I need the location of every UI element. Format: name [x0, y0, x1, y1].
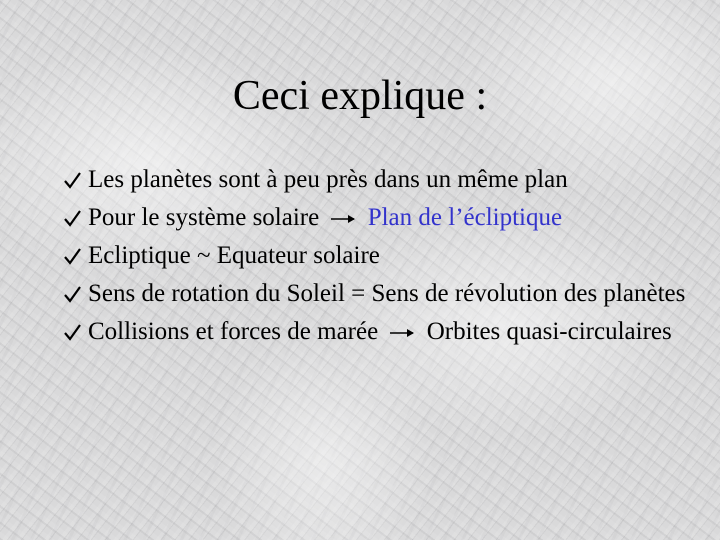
- checkmark-icon: [62, 165, 84, 194]
- checkmark-icon: [62, 241, 84, 270]
- bullet-item: [62, 203, 702, 232]
- checkmark-icon: [62, 279, 84, 308]
- bullet-item: [62, 279, 702, 308]
- bullet-text: Ecliptique ~ Equateur solaire: [88, 242, 380, 269]
- bullet-text: Sens de rotation du Soleil = Sens de révolution des planètes: [88, 280, 686, 307]
- right-arrow-icon: [328, 212, 358, 226]
- checkmark-icon: [62, 317, 84, 346]
- bullet-text: Pour le système solaire: [88, 204, 320, 231]
- bullet-item: [62, 165, 702, 194]
- bullet-highlight-text: Plan de l’écliptique: [367, 204, 563, 231]
- bullet-item: [62, 317, 702, 346]
- bullet-text: Les planètes sont à peu près dans un même plan: [88, 166, 568, 193]
- right-arrow-icon: [387, 326, 417, 340]
- bullet-text: Collisions et forces de marée: [88, 318, 379, 345]
- bullet-text-after: Orbites quasi-circulaires: [426, 318, 672, 345]
- bullet-item: [62, 241, 702, 270]
- slide-title: Ceci explique :: [232, 73, 488, 119]
- checkmark-icon: [62, 203, 84, 232]
- bullet-list: [62, 165, 702, 355]
